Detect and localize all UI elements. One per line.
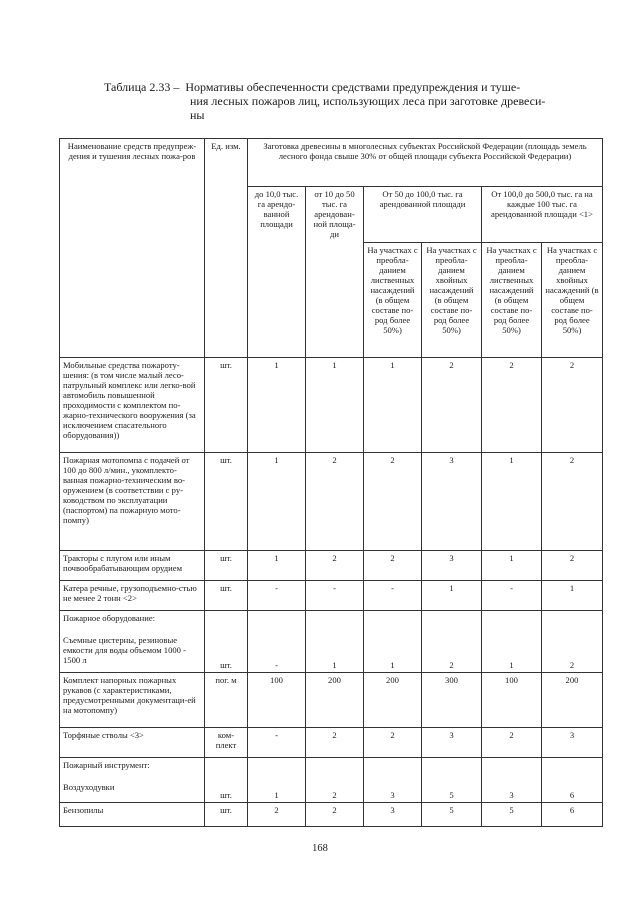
norms-table	[59, 138, 603, 827]
row-value: 1	[482, 453, 542, 551]
row-value: 2	[364, 453, 422, 551]
header-col-10-50: от 10 до 50 тыс. га арендован-ной площа-ди	[306, 187, 364, 358]
row-value: 1	[482, 611, 542, 673]
table-row	[60, 758, 603, 803]
header-col-50-100: От 50 до 100,0 тыс. га арендованной площади	[364, 187, 482, 243]
row-value: 1	[306, 611, 364, 673]
row-value: 2	[306, 758, 364, 803]
caption-line1: Нормативы обеспеченности средствами предупреждения и туше-	[185, 80, 521, 94]
row-value: 2	[482, 358, 542, 453]
row-value: 2	[306, 728, 364, 758]
row-unit: шт.	[205, 551, 248, 581]
row-value: 1	[364, 611, 422, 673]
header-col-100-500: От 100,0 до 500,0 тыс. га на каждые 100 тыс. га арендованной площади <1>	[482, 187, 603, 243]
header-group: Заготовка древесины в многолесных субъектах Российской Федерации (площадь земель лесного фонда свыше 30% от общей площади субъекта Российской Федерации)	[248, 139, 603, 187]
table-row	[60, 728, 603, 758]
caption-line3: ны	[190, 108, 205, 122]
row-value: 1	[306, 358, 364, 453]
row-name-text: Катера речные, грузоподъемно-стью не менее 2 тонн <2>	[63, 583, 197, 603]
row-name	[60, 551, 205, 581]
caption-line2: ния лесных пожаров лиц, использующих леса при заготовке древеси-	[190, 94, 546, 108]
header-sub-leaf: На участках с преобла-данием лиственных насаждений (в общем составе по-род более 50%)	[364, 243, 422, 358]
row-value: 1	[248, 551, 306, 581]
row-value: 5	[482, 803, 542, 827]
row-name	[60, 358, 205, 453]
row-unit: шт.	[205, 758, 248, 803]
table-caption	[104, 80, 574, 122]
row-value: -	[364, 581, 422, 611]
row-unit: шт.	[205, 581, 248, 611]
row-value: -	[248, 728, 306, 758]
table-body	[60, 358, 603, 827]
header-sub-conif: На участках с преобла-данием хвойных насаждений (в общем составе по-род более 50%)	[542, 243, 603, 358]
row-value: 3	[364, 803, 422, 827]
row-name-text: Комплект напорных пожарных рукавов (с характеристиками, предусмотренными документаци-ей на мотопомпу)	[63, 675, 196, 715]
row-value: 1	[542, 581, 603, 611]
row-name	[60, 453, 205, 551]
row-unit: ком-плект	[205, 728, 248, 758]
row-value: 2	[248, 803, 306, 827]
row-value: 1	[364, 358, 422, 453]
row-name	[60, 803, 205, 827]
row-value: 100	[248, 673, 306, 728]
row-subitem-text: Воздуходувки	[63, 782, 115, 792]
row-name	[60, 581, 205, 611]
row-value: 1	[248, 453, 306, 551]
row-value: -	[306, 581, 364, 611]
caption-label: Таблица 2.33 –	[104, 80, 180, 94]
row-value: 2	[422, 358, 482, 453]
table-row	[60, 358, 603, 453]
page-number: 168	[312, 843, 328, 854]
header-col-under-10: до 10,0 тыс. га арендо-ванной площади	[248, 187, 306, 358]
row-value: 2	[306, 551, 364, 581]
table-row	[60, 611, 603, 673]
row-value: 3	[422, 551, 482, 581]
row-value: -	[248, 581, 306, 611]
row-name	[60, 758, 205, 803]
row-unit: пог. м	[205, 673, 248, 728]
row-value: 3	[422, 728, 482, 758]
row-subitem-text: Съемные цистерны, резиновые емкости для воды объемом 1000 - 1500 л	[63, 635, 186, 665]
row-value: 6	[542, 803, 603, 827]
row-value: 1	[482, 551, 542, 581]
row-value: -	[248, 611, 306, 673]
row-name-text: Пожарный инструмент:	[63, 760, 150, 770]
row-name-text: Пожарное оборудование:	[63, 613, 156, 623]
row-value: 5	[422, 758, 482, 803]
row-value: 6	[542, 758, 603, 803]
row-value: 2	[306, 803, 364, 827]
row-name-text: Торфяные стволы <3>	[63, 730, 144, 740]
row-value: 3	[364, 758, 422, 803]
row-value: 2	[542, 453, 603, 551]
row-value: 2	[482, 728, 542, 758]
header-sub-leaf: На участках с преобла-данием лиственных насаждений (в общем составе по-род более 50%)	[482, 243, 542, 358]
header-sub-conif: На участках с преобла-данием хвойных насаждений (в общем составе по-род более 50%)	[422, 243, 482, 358]
row-value: 1	[248, 758, 306, 803]
row-value: 200	[542, 673, 603, 728]
row-value: 3	[422, 453, 482, 551]
row-value: 1	[422, 581, 482, 611]
row-name-text: Мобильные средства пожароту-шения: (в том числе малый лесо-патрульный комплекс или легко-вой автомобиль повышенной проходимости с комплектом по-жарно-технического вооружения (за исключением спасательного оборудования))	[63, 360, 196, 440]
row-value: 2	[422, 611, 482, 673]
row-value: 2	[542, 611, 603, 673]
row-value: 200	[364, 673, 422, 728]
table-row	[60, 803, 603, 827]
row-value: 2	[542, 551, 603, 581]
row-name	[60, 673, 205, 728]
row-name-text: Бензопилы	[63, 805, 104, 815]
row-unit: шт.	[205, 453, 248, 551]
row-value: 2	[542, 358, 603, 453]
row-value: 3	[482, 758, 542, 803]
row-unit: шт.	[205, 611, 248, 673]
row-value: -	[482, 581, 542, 611]
row-value: 2	[306, 453, 364, 551]
row-value: 2	[364, 728, 422, 758]
header-unit: Ед. изм.	[205, 139, 248, 358]
row-name-text: Тракторы с плугом или иным почвообрабатывающим орудием	[63, 553, 183, 573]
table-row	[60, 551, 603, 581]
row-name	[60, 728, 205, 758]
row-value: 5	[422, 803, 482, 827]
row-value: 100	[482, 673, 542, 728]
row-value: 300	[422, 673, 482, 728]
header-name: Наименование средств предупреж-дения и тушения лесных пожа-ров	[60, 139, 205, 358]
row-name-text: Пожарная мотопомпа с подачей от 100 до 800 л/мин., укомплекто-ванная пожарно-техническим во-оружением (в соответствии с ру-ководством по эксплуатации (паспортом) па пожарную мото-помпу)	[63, 455, 190, 525]
row-value: 1	[248, 358, 306, 453]
table-row	[60, 581, 603, 611]
row-value: 2	[364, 551, 422, 581]
table-row	[60, 453, 603, 551]
row-unit: шт.	[205, 803, 248, 827]
table-row	[60, 673, 603, 728]
row-value: 3	[542, 728, 603, 758]
row-value: 200	[306, 673, 364, 728]
row-name	[60, 611, 205, 673]
row-unit: шт.	[205, 358, 248, 453]
